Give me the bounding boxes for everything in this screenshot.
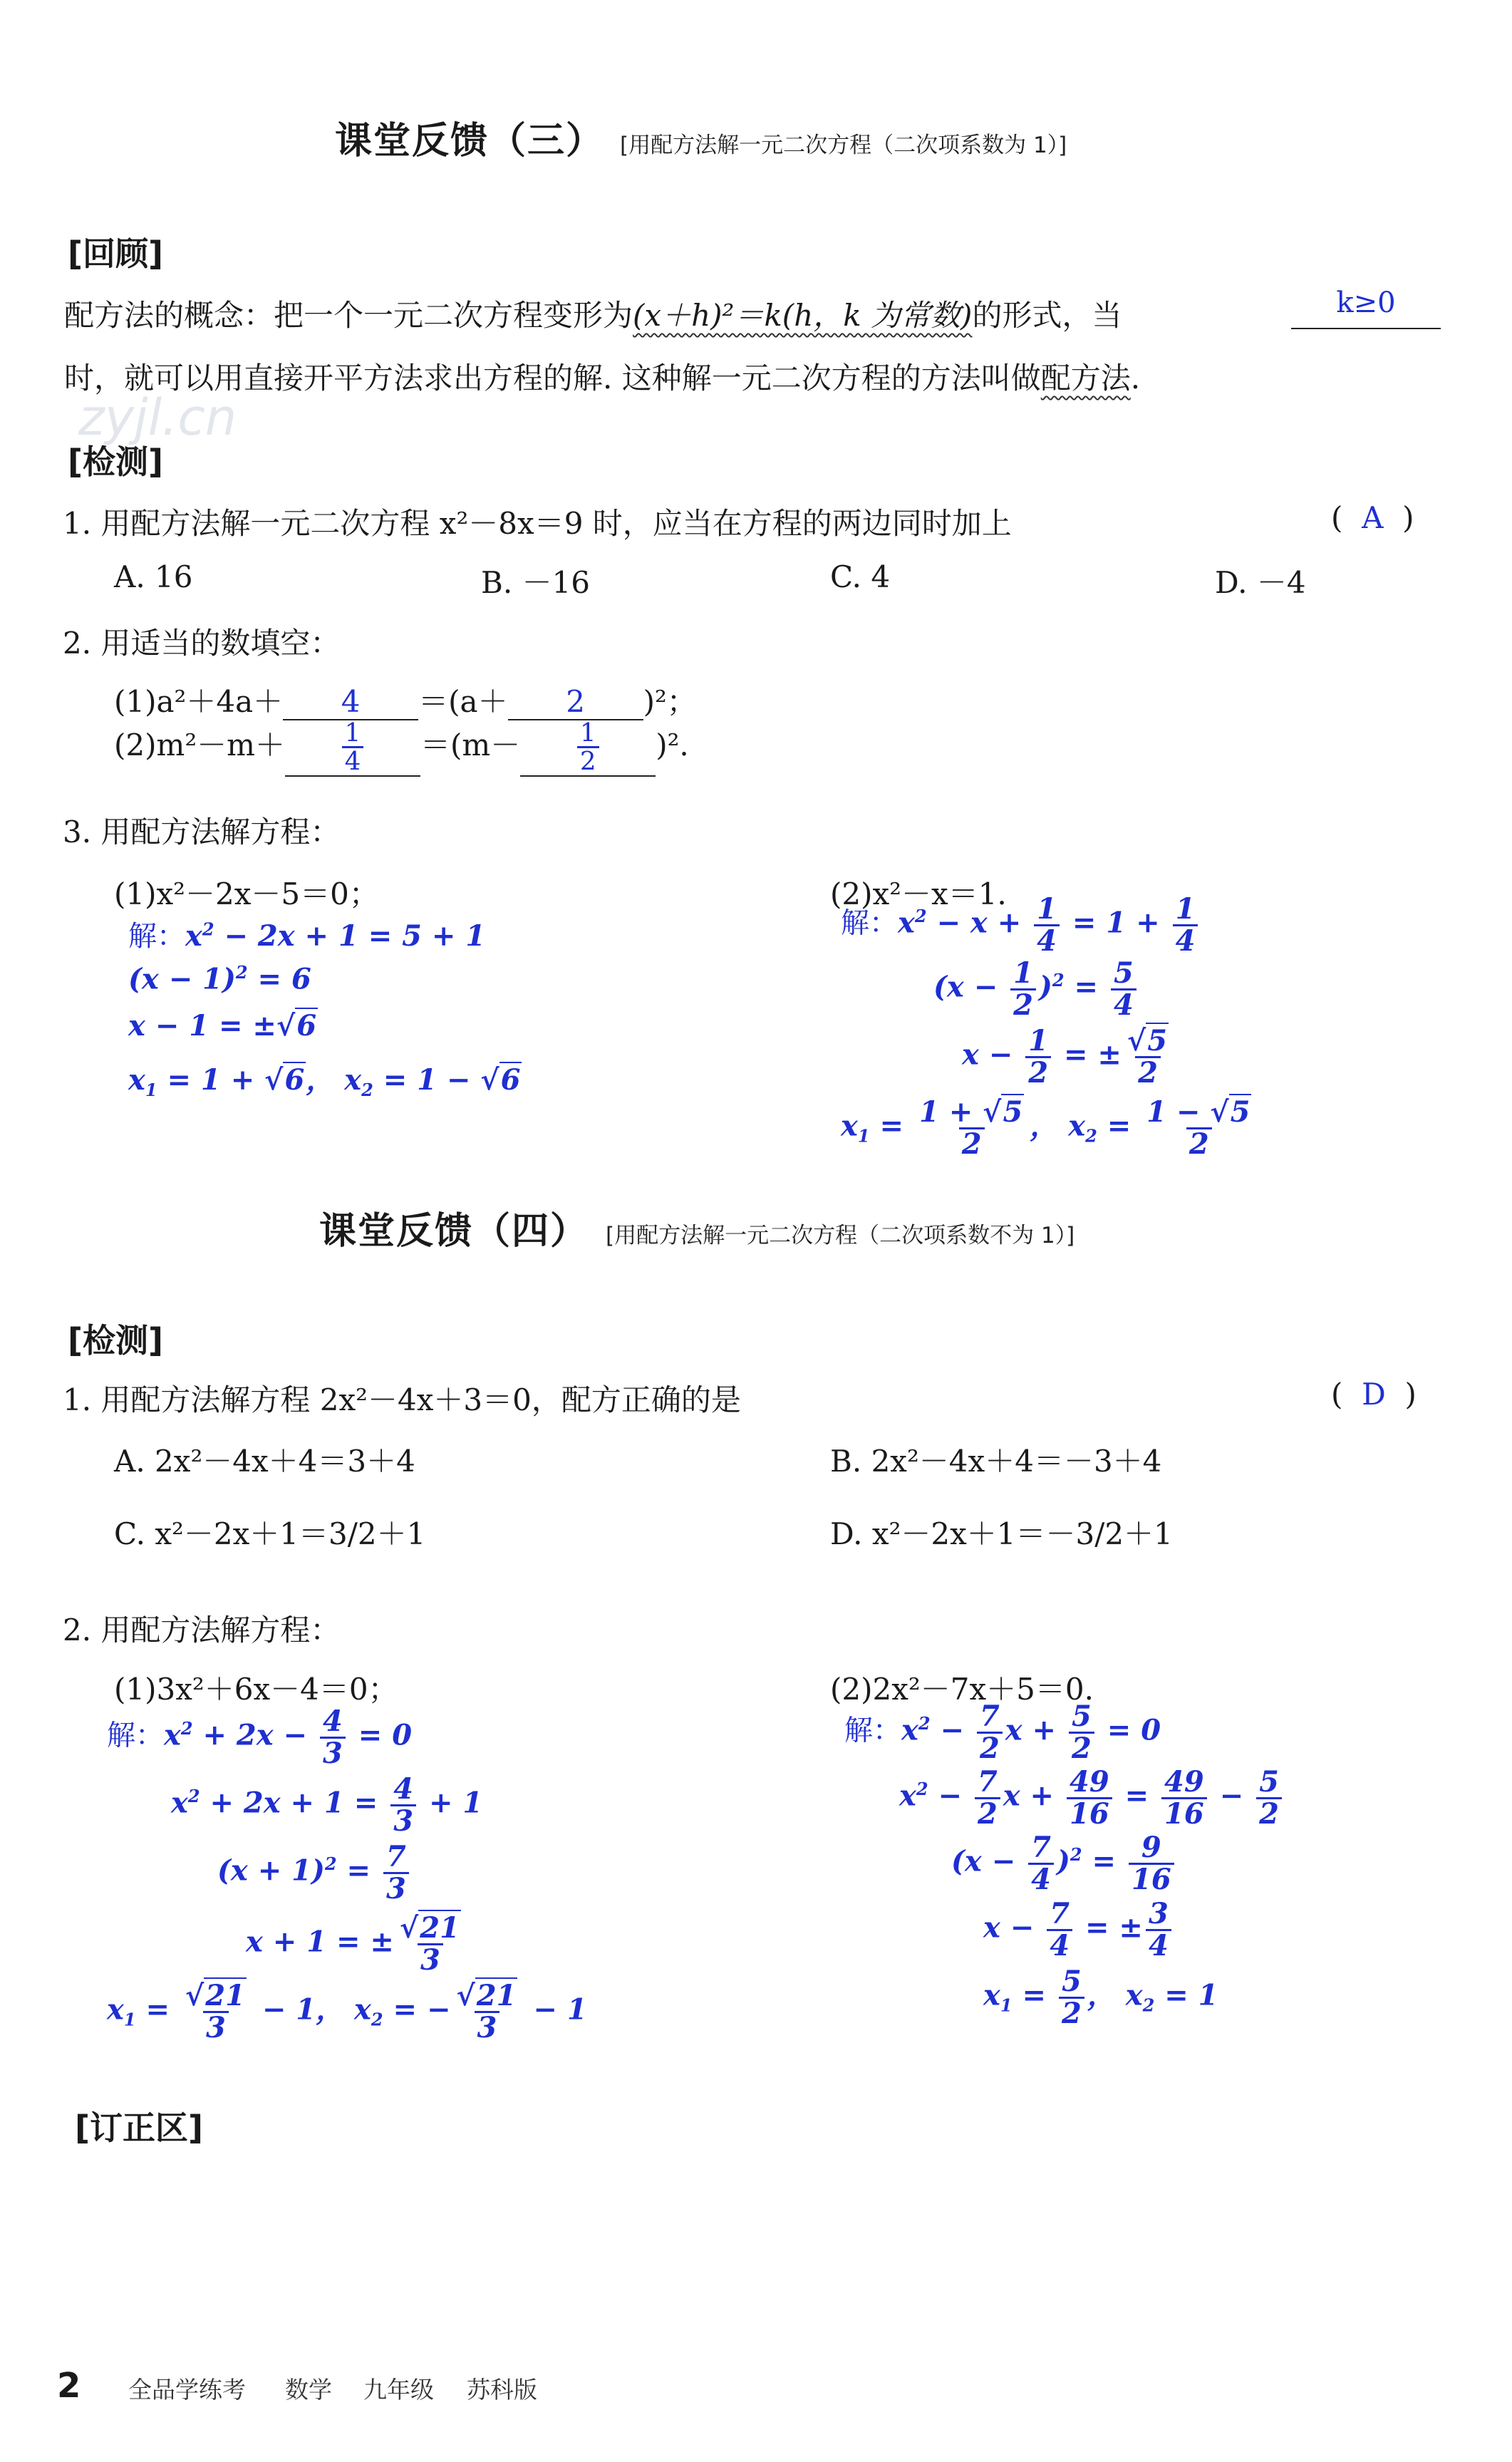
s3-q2-ans2a: $\frac{1}{4}$ xyxy=(342,720,364,775)
watermark: zyjl.cn xyxy=(78,388,237,447)
s3-q2-ans1b: 2 xyxy=(566,684,585,719)
s3-q3-p2-step4: $x_1$ = $\frac{1 + √5}{2}$ ， $x_2$ = $\frac{1 - √5}{2}$ xyxy=(841,1095,1250,1161)
s3-q2-line1 xyxy=(114,678,697,721)
s3-q2-text: 2. 用适当的数填空： xyxy=(63,626,341,661)
check-header-3: [检测] xyxy=(68,443,164,481)
footer-subject: 数学 xyxy=(285,2376,332,2404)
s3-q3-p1-step1: 解：$x^2 - 2x + 1 = 5 + 1$ xyxy=(128,919,486,953)
review-text-b: 的形式，当 xyxy=(972,298,1122,333)
review-header: [回顾] xyxy=(68,234,164,273)
section4-title: 课堂反馈（四） xyxy=(319,1210,589,1253)
s4-q2-p2: (2)2x²－7x＋5＝0. xyxy=(830,1672,1094,1707)
s4-q2-p2-step1: 解：$x^2$ − $\frac{7}{2}$ x + $\frac{5}{2}$ = 0 xyxy=(844,1700,1161,1765)
correction-header: [订正区] xyxy=(75,2109,204,2147)
s3-q3-p2-step2: (x − $\frac{1}{2}$ )$^2$ = $\frac{5}{4}$ xyxy=(933,958,1139,1020)
review-text-2: 时，就可以用直接开平方法求出方程的解. 这种解一元二次方程的方法叫做 xyxy=(64,361,1041,395)
s4-q1-option-a: A. 2x²－4x＋4＝3＋4 xyxy=(114,1444,415,1479)
footer-book: 全品学练考 xyxy=(128,2376,246,2404)
s3-q1-option-b: B. －16 xyxy=(481,565,591,600)
section3-title: 课堂反馈（三） xyxy=(335,120,605,162)
s3-q2-line2-prefix: (2)m²－m＋ xyxy=(114,727,285,762)
s3-q1-answer: A xyxy=(1362,500,1384,535)
section3-subtitle: [用配方法解一元二次方程（二次项系数为 1）] xyxy=(620,133,1067,158)
s3-q2-line2-end: )². xyxy=(656,727,689,762)
s3-q3-p2-step1: 解：$x^2 - x$ + $\frac{1}{4}$ = 1 + $\frac{1}{4}$ xyxy=(841,894,1201,956)
s4-q1-answer: D xyxy=(1362,1377,1386,1412)
s3-q2-ans2b: $\frac{1}{2}$ xyxy=(577,720,599,775)
s3-q3-p1-step4: $x_1 = 1 + √6$， $x_2 = 1 - √6$ xyxy=(128,1063,521,1100)
s4-q2-p1-step1: 解：$x^2 + 2x$ − $\frac{4}{3}$ = 0 xyxy=(107,1705,413,1770)
s4-q2-p2-step3: (x − $\frac{7}{4}$ )$^2$ = $\frac{9}{16}$ xyxy=(951,1833,1177,1895)
s3-q2-line1-prefix: (1)a²＋4a＋ xyxy=(114,684,284,719)
page-number: 2 xyxy=(57,2366,81,2406)
s4-q2-p1-step4: x + 1 = ± $\frac{√21}{3}$ xyxy=(246,1911,460,1977)
section4-subtitle: [用配方法解一元二次方程（二次项系数不为 1）] xyxy=(606,1223,1075,1248)
footer-edition: 苏科版 xyxy=(467,2376,537,2404)
s3-q3-text: 3. 用配方法解方程： xyxy=(63,814,341,849)
s4-q2-p1-step3: $(x + 1)^2$ = $\frac{7}{3}$ xyxy=(217,1842,412,1904)
review-blank-answer: k≥0 xyxy=(1336,286,1396,319)
review-term: 配方法 xyxy=(1040,361,1131,395)
s4-q2-p2-step4: x − $\frac{7}{4}$ = ± $\frac{3}{4}$ xyxy=(983,1899,1174,1961)
s4-q1-text: 1. 用配方法解方程 2x²－4x＋3＝0，配方正确的是 xyxy=(63,1382,741,1417)
review-formula: (x＋h)²＝k(h，k 为常数) xyxy=(633,298,973,333)
s3-q3-p1-step3: x − 1 = ±√6 xyxy=(128,1009,317,1043)
s4-q1-option-d: D. x²－2x＋1＝－3/2＋1 xyxy=(830,1516,1173,1551)
s4-q1-option-b: B. 2x²－4x＋4＝－3＋4 xyxy=(830,1444,1162,1479)
s3-q2-line1-mid: ＝(a＋ xyxy=(418,684,508,719)
check-header-4: [检测] xyxy=(68,1321,164,1360)
s4-q2-p2-step2: $x^2$ − $\frac{7}{2}$ x + $\frac{49}{16}$ = $\frac{49}{16}$ − $\frac{5}{2}$ xyxy=(899,1767,1285,1829)
s3-q3-p1: (1)x²－2x－5＝0； xyxy=(114,876,379,911)
s3-q3-p2: (2)x²－x＝1. xyxy=(830,876,1007,911)
s4-q1-answer-bracket: ( D ) xyxy=(1331,1377,1417,1412)
s3-q3-p1-step2: $(x - 1)^2 = 6$ xyxy=(128,962,311,996)
s3-q2-line2-mid: ＝(m－ xyxy=(420,727,521,762)
s4-q2-p1-step5: $x_1$ = $\frac{√21}{3}$ − 1， $x_2$ = − $\frac{√21}{3}$ − 1 xyxy=(107,1979,587,2044)
footer-grade: 九年级 xyxy=(363,2376,434,2404)
s4-q2-text: 2. 用配方法解方程： xyxy=(63,1613,341,1648)
s3-q1-text: 1. 用配方法解一元二次方程 x²－8x＝9 时，应当在方程的两边同时加上 xyxy=(63,506,1012,541)
review-text: 配方法的概念：把一个一元二次方程变形为 xyxy=(64,298,633,333)
s3-q1-answer-bracket: ( A ) xyxy=(1331,500,1414,535)
review-blank xyxy=(1291,286,1441,329)
s3-q2-ans1a: 4 xyxy=(341,684,361,719)
review-line-1 xyxy=(64,292,1122,335)
s3-q1-option-d: D. －4 xyxy=(1215,565,1306,600)
s3-q2-line1-end: )²； xyxy=(643,684,697,719)
s3-q1-option-a: A. 16 xyxy=(114,559,193,594)
review-period: . xyxy=(1130,361,1141,395)
s4-q2-p2-step5: $x_1$ = $\frac{5}{2}$ ， $x_2 = 1$ xyxy=(983,1965,1218,2030)
s4-q1-option-c: C. x²－2x＋1＝3/2＋1 xyxy=(114,1516,426,1551)
s3-q1-option-c: C. 4 xyxy=(830,559,891,594)
s3-q2-line2 xyxy=(114,720,689,777)
s4-q2-p1: (1)3x²＋6x－4＝0； xyxy=(114,1672,398,1707)
s3-q3-p2-step3: x − $\frac{1}{2}$ = ± $\frac{√5}{2}$ xyxy=(962,1024,1168,1090)
s4-q2-p1-step2: $x^2 + 2x + 1$ = $\frac{4}{3}$ + 1 xyxy=(171,1772,483,1838)
